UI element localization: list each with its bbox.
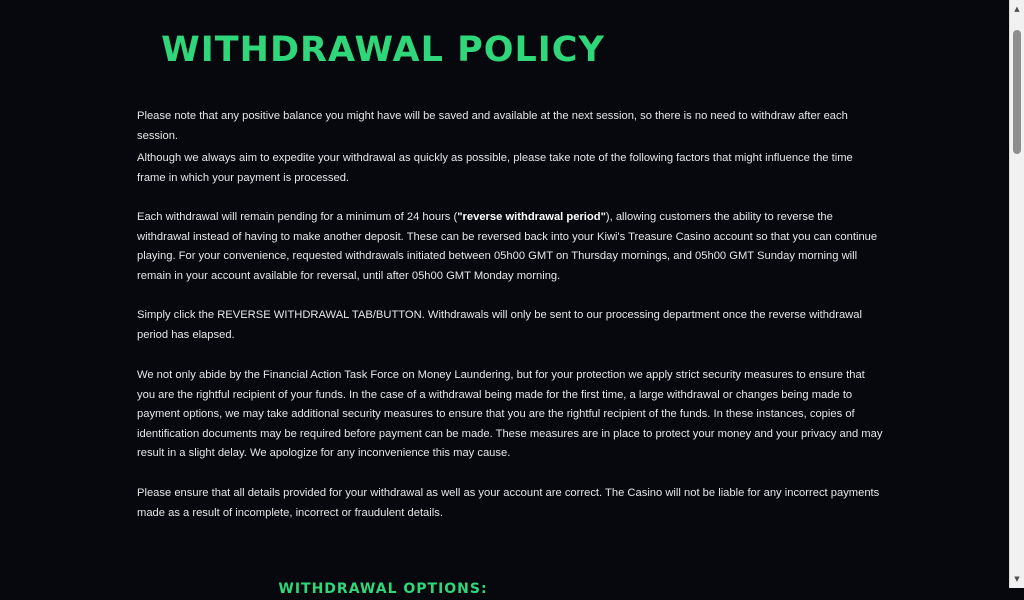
scroll-down-arrow-icon[interactable]: ▼: [1014, 575, 1020, 583]
reverse-instructions-paragraph: Simply click the REVERSE WITHDRAWAL TAB/BUTTON. Withdrawals will only be sent to our processing department once the reverse withdrawal period has elapsed.: [137, 309, 862, 341]
balance-paragraph: Please note that any positive balance you might have will be saved and available at the next session, so there is no need to withdraw after each session.: [137, 110, 848, 142]
page-title: WITHDRAWAL POLICY: [161, 30, 605, 70]
details-paragraph: Please ensure that all details provided for your withdrawal as well as your account are correct. The Casino will not be liable for any incorrect payments made as a result of incomplete, incorrect or fraudulent details.: [137, 487, 880, 519]
pending-text-start: Each withdrawal will remain pending for a minimum of 24 hours (: [137, 211, 458, 223]
vertical-scrollbar[interactable]: [1009, 0, 1024, 588]
scrollbar-thumb[interactable]: [1013, 30, 1021, 154]
pending-text-end: ), allowing customers the ability to reverse the withdrawal instead of having to make another deposit. These can be reversed back into your Kiwi's Treasure Casino account so that you can continue playing. For your convenience, requested withdrawals initiated between 05h00 GMT on Thursday mornings, and 05h00 GMT Sunday morning will remain in your account available for reversal, until after 05h00 GMT Monday morning.: [137, 211, 878, 282]
pending-paragraph: [137, 208, 883, 286]
scroll-up-arrow-icon[interactable]: ▲: [1014, 5, 1020, 13]
reverse-withdrawal-period-term: "reverse withdrawal period": [457, 211, 606, 223]
timeframe-paragraph: Although we always aim to expedite your withdrawal as quickly as possible, please take note of the following factors that might influence the time frame in which your payment is processed.: [137, 152, 853, 184]
withdrawal-options-heading: WITHDRAWAL OPTIONS:: [278, 580, 488, 597]
security-paragraph: We not only abide by the Financial Action Task Force on Money Laundering, but for your protection we apply strict security measures to ensure that you are the rightful recipient of your funds. In the case of a withdrawal being made for the first time, a large withdrawal or changes being made to payment options, we may take additional security measures to ensure that you are the rightful recipient of the funds. In these instances, copies of identification documents may be required before payment can be made. These measures are in place to protect your money and your privacy and may result in a slight delay. We apologize for any inconvenience this may cause.: [137, 369, 883, 460]
